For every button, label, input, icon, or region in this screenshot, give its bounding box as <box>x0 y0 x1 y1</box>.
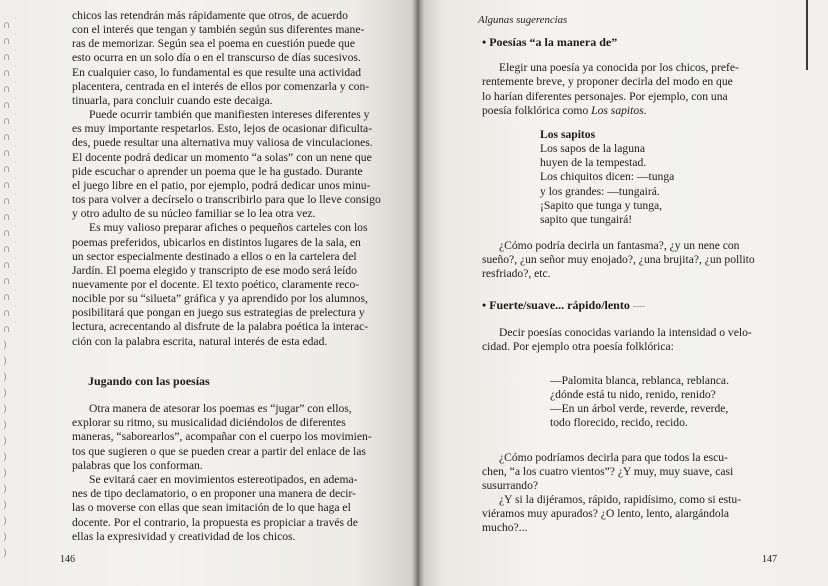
binder-ring-icon: ∩ <box>3 84 11 95</box>
left-paragraph-3 <box>72 221 396 348</box>
poem-line: y los grandes: —tungairá. <box>540 184 660 198</box>
book-spine <box>411 0 425 586</box>
text-line: y otro adulto de su núcleo familiar se lo lea otra vez. <box>72 207 316 221</box>
poem-line: ¿dónde está tu nido, renido, renido? <box>550 388 716 402</box>
binder-ring-icon: ) <box>3 468 7 479</box>
text-line: placentera, centrada en el interés de ellos por comenzarla y con- <box>72 79 370 93</box>
text-line: ¿Y si la dijéramos, rápido, rapidísimo, como si estu- <box>499 493 742 507</box>
binder-ring-icon: ) <box>3 404 7 415</box>
binder-ring-icon: ∩ <box>3 292 11 303</box>
binder-ring-icon: ) <box>3 500 7 511</box>
text-line: tos que sugieren o que se pueden crear a partir del enlace de las <box>72 444 366 458</box>
right-paragraph-1 <box>482 61 778 118</box>
text-line: esto ocurra en un solo día o en el transcurso de días sucesivos. <box>72 51 361 65</box>
right-paragraph-4 <box>482 451 778 493</box>
binder-ring-icon: ) <box>3 436 7 447</box>
poem-line: —En un árbol verde, reverde, reverde, <box>550 402 729 416</box>
left-paragraph-2 <box>72 108 396 221</box>
binder-ring-icon: ) <box>3 420 7 431</box>
text-line: ras de memorizar. Según sea el poema en cuestión puede que <box>72 37 355 51</box>
binder-ring-icon: ∩ <box>3 52 11 63</box>
text-line: nes de tipo declamatorio, o en proponer una manera de decir- <box>72 487 357 501</box>
binder-ring-icon: ∩ <box>3 244 11 255</box>
heading-fuerte-suave-text: • Fuerte/suave... rápido/lento <box>482 297 630 312</box>
binder-ring-icon: ∩ <box>3 68 11 79</box>
text-line: Jardín. El poema elegido y transcripto de ese modo será leído <box>72 263 357 277</box>
running-head: Algunas sugerencias <box>478 14 568 26</box>
binder-ring-icon: ∩ <box>3 148 11 159</box>
text-line: resfriado?, etc. <box>482 267 551 281</box>
binder-ring-icon: ∩ <box>3 100 11 111</box>
binder-ring-icon: ∩ <box>3 20 11 31</box>
right-paragraph-3 <box>482 326 778 354</box>
poem-palomita <box>550 374 778 431</box>
text-line: nocible por su “silueta” gráfica y ya aprendido por los alumnos, <box>72 292 368 306</box>
p1-last-text: poesía folklórica como <box>482 103 589 117</box>
binder-ring-icon: ∩ <box>3 324 11 335</box>
text-line: Se evitará caer en movimientos estereotipados, en adema- <box>89 473 358 487</box>
text-line: explorar su ritmo, su musicalidad diciéndolos de diferentes <box>72 416 346 430</box>
page-number-right: 147 <box>762 554 777 565</box>
binder-ring-icon: ∩ <box>3 180 11 191</box>
binder-ring-icon: ∩ <box>3 212 11 223</box>
text-line: ¿Cómo podría decirla un fantasma?, ¿y un nene con <box>499 239 740 253</box>
text-line: poemas preferidos, ubicarlos en distintos lugares de la sala, en <box>72 235 361 249</box>
left-text-column-2 <box>72 402 396 544</box>
text-line: posibilitará que pongan en juego sus estrategias de prelectura y <box>72 306 365 320</box>
poem-line: huyen de la tempestad. <box>540 156 647 170</box>
text-line: chen, “a los cuatro vientos”? ¿Y muy, muy suave, casi <box>482 464 734 478</box>
text-line: un sector especialmente destinado a ellos o en la cartelera del <box>72 249 357 263</box>
text-line: des, puede resultar una alternativa muy valiosa de vinculaciones. <box>72 136 373 150</box>
text-line: Puede ocurrir también que manifiesten intereses diferentes y <box>89 108 370 122</box>
text-line: es muy importante respetarlos. Esto, lejos de ocasionar dificulta- <box>72 122 373 136</box>
binder-ring-icon: ∩ <box>3 276 11 287</box>
binder-ring-icon: ) <box>3 372 7 383</box>
text-line: docente. Por el contrario, la propuesta es propiciar a través de <box>72 515 358 529</box>
text-line: tos para volver a decírselo o transcribirlo para que lo lleve consigo <box>72 193 381 207</box>
text-line: chicos las retendrán más rápidamente que otros, de acuerdo <box>72 9 348 22</box>
left-paragraph-1 <box>72 9 396 108</box>
binder-ring-icon: ∩ <box>3 132 11 143</box>
poem-los-sapitos <box>540 128 778 227</box>
binder-ring-icon: ) <box>3 340 7 351</box>
binder-ring-icon: ∩ <box>3 308 11 319</box>
text-line: Decir poesías conocidas variando la intensidad o velo- <box>499 325 752 339</box>
binder-ring-icon: ) <box>3 388 7 399</box>
heading-a-la-manera: • Poesías “a la manera de” <box>482 35 618 50</box>
page-edge-mark <box>806 0 808 70</box>
poem-line: sapito que tungairá! <box>540 212 633 226</box>
binder-ring-icon: ∩ <box>3 116 11 127</box>
section-title: Jugando con las poesías <box>88 374 210 388</box>
text-line: El docente podrá dedicar un momento “a solas” con un nene que <box>72 150 372 164</box>
binder-ring-icon: ∩ <box>3 196 11 207</box>
binder-ring-icon: ) <box>3 484 7 495</box>
poem-line: Los sapos de la laguna <box>540 142 645 156</box>
text-line: lo harían diferentes personajes. Por ejemplo, con una <box>482 89 728 103</box>
text-line: el juego libre en el patio, por ejemplo, podrá dedicar unos minu- <box>72 178 371 192</box>
text-line: sueño?, ¿un señor muy enojado?, ¿una brujita?, ¿un pollito <box>482 253 755 267</box>
left-text-column <box>72 9 396 349</box>
poem-title-inline: Los sapitos <box>591 103 644 117</box>
left-paragraph-5 <box>72 473 396 544</box>
heading-trail-dash: — <box>632 297 645 312</box>
text-line: rentemente breve, y proponer decirla del modo en que <box>482 75 733 89</box>
text-line: pide escuchar o aprender un poema que le ha gustado. Durante <box>72 164 363 178</box>
left-paragraph-4 <box>72 402 396 473</box>
right-paragraph-2 <box>482 239 778 281</box>
heading-fuerte-suave <box>482 298 778 312</box>
poem-line: ¡Sapito que tunga y tunga, <box>540 198 663 212</box>
binder-ring-icon: ∩ <box>3 228 11 239</box>
text-line: Es muy valioso preparar afiches o pequeños carteles con los <box>89 221 368 235</box>
text-line: palabras que los conforman. <box>72 458 203 472</box>
binder-ring-icon: ) <box>3 452 7 463</box>
text-line: con el interés que tengan y también según sus diferentes mane- <box>72 23 365 37</box>
binder-rings <box>0 20 14 580</box>
text-line: viéramos muy apurados? ¿O lento, lento, alargándola <box>482 507 730 521</box>
text-line: En cualquier caso, lo fundamental es que resulte una actividad <box>72 65 362 79</box>
binder-ring-icon: ) <box>3 356 7 367</box>
page-number-left: 146 <box>60 554 75 565</box>
text-line: ¿Cómo podríamos decirla para que todos la escu- <box>499 450 728 464</box>
poem-line: todo florecido, recido, recido. <box>550 416 688 430</box>
text-line: ellas la expresividad y creatividad de los chicos. <box>72 529 296 543</box>
text-line: maneras, “saborearlos”, acompañar con el cuerpo los movimien- <box>72 430 372 444</box>
right-paragraph-5 <box>482 493 778 535</box>
binder-ring-icon: ∩ <box>3 36 11 47</box>
text-line: susurrando? <box>482 478 539 492</box>
text-line: Otra manera de atesorar los poemas es “jugar” con ellos, <box>89 402 352 415</box>
poem-title: Los sapitos <box>540 127 596 141</box>
poem-line: Los chiquitos dicen: —tunga <box>540 170 675 184</box>
binder-ring-icon: ∩ <box>3 164 11 175</box>
p1-end: . <box>643 103 647 117</box>
text-line: Elegir una poesía ya conocida por los chicos, prefe- <box>499 61 739 75</box>
text-line: mucho?... <box>482 521 528 535</box>
text-line: nuevamente por el docente. El texto poético, claramente reco- <box>72 277 360 291</box>
binder-ring-icon: ) <box>3 516 7 527</box>
text-line: ción con la palabra escrita, natural interés de esta edad. <box>72 334 328 348</box>
text-line: tinuarla, para concluir cuando este decaiga. <box>72 93 273 107</box>
poem-line: —Palomita blanca, reblanca, reblanca. <box>550 373 729 387</box>
binder-ring-icon: ∩ <box>3 260 11 271</box>
binder-ring-icon: ) <box>3 548 7 559</box>
binder-ring-icon: ) <box>3 532 7 543</box>
text-line: lectura, acrecentando al disfrute de la palabra poética la interac- <box>72 320 369 334</box>
text-line: las o moverse con ellas que sean imitación de lo que haga el <box>72 501 351 515</box>
right-text-column <box>478 13 778 536</box>
text-line: cidad. Por ejemplo otra poesía folklórica: <box>482 339 674 353</box>
